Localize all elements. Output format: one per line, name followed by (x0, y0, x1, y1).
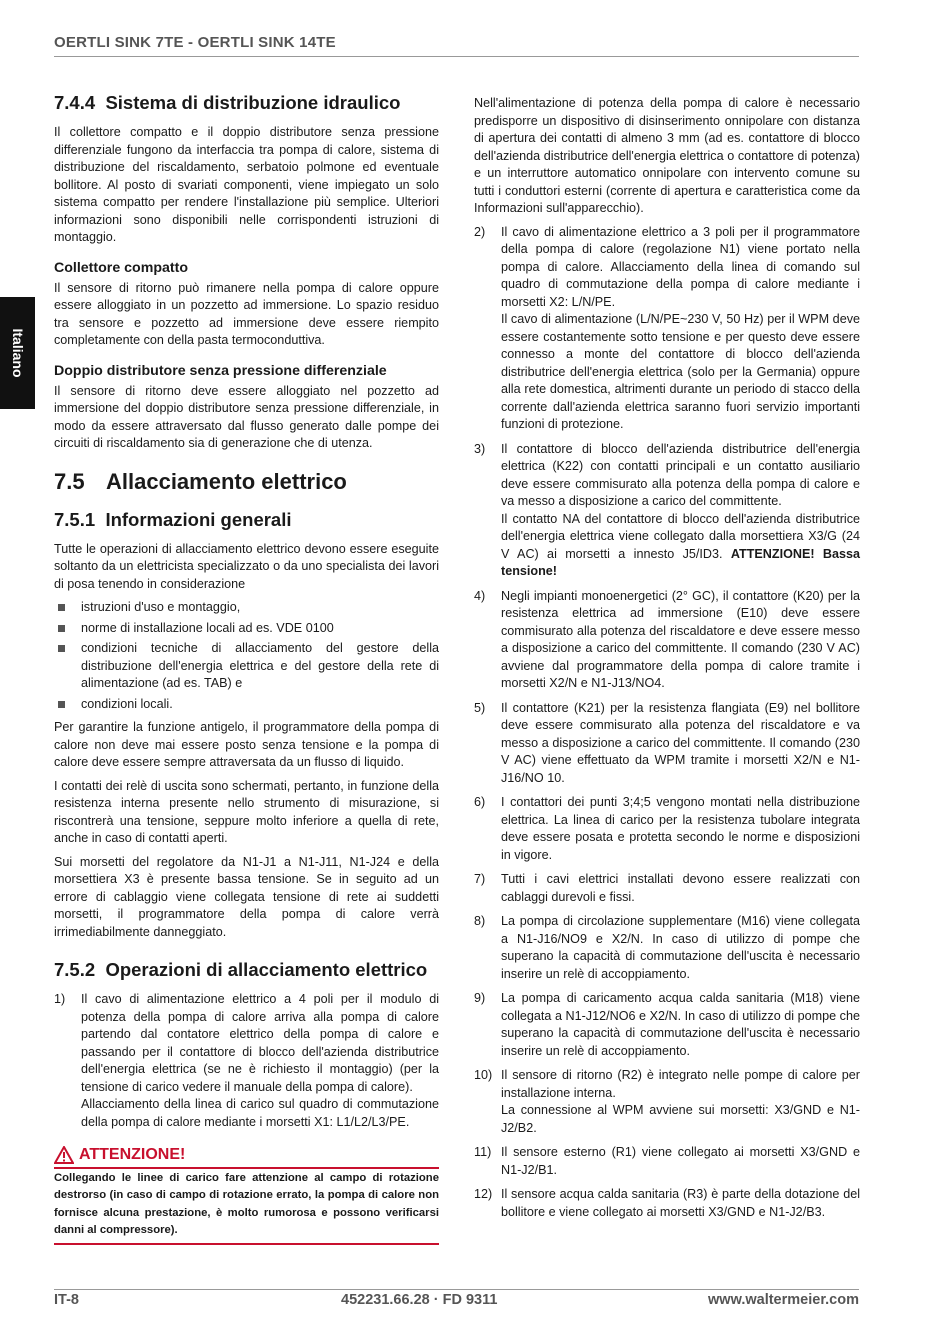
item-text: Il contattore (K21) per la resistenza flangiata (E9) nel bollitore deve essere commisurato alla potenza del riscaldatore e va messo a disposizione a carico del committente. Il comando (230 V AC) viene effettuato da WPM tramite i morsetti X2/N e N1-J16/NO 10. (501, 700, 860, 785)
paragraph: Il collettore compatto e il doppio distributore senza pressione differenziale fungono da interfaccia tra pompa di calore, sistema di distribuzione del riscaldamento, serbatoio polmone ed eventuale bollitore. Al posto di svariati componenti, viene impiegato un solo sistema compatto per rendere l'installazione più semplice. Ulteriori informazioni sono disponibili nelle corrispondenti istruzioni di montaggio. (54, 125, 439, 244)
section-7-5-heading (54, 469, 439, 495)
list-item (474, 913, 860, 983)
item-text: Il cavo di alimentazione elettrico a 4 poli per il modulo di potenza della pompa di calore arriva alla pompa di calore partendo dal contatore elettrico della pompa di calore e passando per il contattore di blocco dell'azienda distributrice dell'energia elettrica (se ne è richiesto il montaggio) (per la tensione di carico vedere il manuale della pompa di calore). (81, 992, 439, 1094)
numbered-list (474, 224, 860, 1222)
list-item (474, 990, 860, 1060)
item-text: Tutti i cavi elettrici installati devono essere realizzati con cablaggi durevoli e fissi. (501, 872, 860, 904)
list-item (474, 1067, 860, 1137)
section-title: Allacciamento elettrico (106, 468, 347, 494)
page-number: IT-8 (54, 1292, 79, 1308)
item-number: 9) (474, 991, 486, 1005)
section-7-5-2-heading (54, 959, 439, 981)
header-rule (54, 56, 859, 57)
right-column (474, 95, 860, 1228)
footer-url[interactable]: www.waltermeier.com (708, 1292, 859, 1308)
item-text: La pompa di caricamento acqua calda sanitaria (M18) viene collegata a N1-J12/NO6 e X2/N. In caso di utilizzo di pompe che superano la capacità di commutazione dell'uscita è necessario inserire un relè di accoppiamento. (501, 991, 860, 1058)
paragraph: Tutte le operazioni di allacciamento elettrico devono essere eseguite soltanto da un elettricista specializzato o da uno specialista dei lavori di posa tenendo in considerazione (54, 541, 439, 591)
bullet-item: condizioni locali. (54, 696, 439, 714)
item-number: 3) (474, 441, 486, 456)
item-text: I contattori dei punti 3;4;5 vengono montati nella distribuzione elettrica. La linea di carico per la resistenza tubolare integrata deve essere posata e protetta secondo le norme e disposizioni in vigore. (501, 795, 860, 862)
bullet-item: istruzioni d'uso e montaggio, (54, 599, 439, 617)
item-text: La connessione al WPM avviene sui morsetti: X3/GND e N1-J2/B2. (501, 1103, 860, 1135)
section-title: Sistema di distribuzione idraulico (105, 92, 401, 113)
item-number: 12) (474, 1187, 493, 1201)
list-item (54, 991, 439, 1131)
language-side-tab (0, 297, 35, 409)
list-item (474, 794, 860, 864)
list-item (474, 1144, 860, 1179)
section-title: Operazioni di allacciamento elettrico (105, 959, 428, 980)
bullet-item: norme di installazione locali ad es. VDE 0100 (54, 620, 439, 638)
subheading-doppio: Doppio distributore senza pressione differenziale (54, 362, 387, 379)
list-item (474, 588, 860, 693)
list-item (474, 224, 860, 434)
paragraph: I contatti dei relè di uscita sono schermati, pertanto, in funzione della resistenza interna presente nello strumento di misurazione, si riscontrerà una tensione, seppure molto inferiore a quella di rete, anche in caso di contatti aperti. (54, 778, 439, 845)
side-tab-label: Italiano (9, 328, 26, 378)
item-text: Il contattore di blocco dell'azienda distributrice dell'energia elettrica (K22) con contatti principali e un contatto ausiliario deve essere commisurato alla potenza della pompa di calore e va messo a disposizione a carico del committente. (501, 441, 860, 508)
low-voltage-warning: ATTENZIONE! Bassa tensione! (501, 546, 861, 578)
section-number: 7.4.4 (54, 92, 96, 113)
item-number: 5) (474, 700, 486, 715)
item-number: 6) (474, 795, 486, 809)
item-text: Il contatto NA del contattore di blocco dell'azienda distributrice dell'energia elettrica viene collegato dalla morsettiera X3/G (24 V AC) ai morsetti a innesto J5/ID3. (501, 511, 860, 561)
section-7-5-1-heading (54, 509, 439, 531)
item-number: 10) (474, 1068, 493, 1082)
item-number: 7) (474, 872, 486, 886)
item-text: Il sensore acqua calda sanitaria (R3) è parte della dotazione del bollitore e viene collegato ai morsetti X3/GND e N1-J2/B3. (501, 1187, 860, 1219)
warning-heading (54, 1145, 439, 1165)
warning-title: ATTENZIONE! (79, 1146, 186, 1163)
item-number: 1) (54, 992, 66, 1006)
item-number: 8) (474, 914, 486, 928)
running-header: OERTLI SINK 7TE - OERTLI SINK 14TE (54, 34, 336, 51)
paragraph: Nell'alimentazione di potenza della pompa di calore è necessario predisporre un dispositivo di disinserimento onnipolare con distanza di apertura dei contatti di almeno 3 mm (ad es. contattore di blocco dell'azienda distributrice dell'energia elettrica o contattore di potenza) e un interruttore automatico onnipolare con intervento comune su tutti i conduttori esterni (corrente di apertura e caratteristica come da Informazioni sull'apparecchio). (474, 96, 860, 215)
item-text: Allacciamento della linea di carico sul quadro di commutazione della pompa di calore mediante i morsetti X1: L1/L2/L3/PE. (81, 1097, 439, 1129)
item-text: Il cavo di alimentazione elettrico a 3 poli per il programmatore della pompa di calore (regolazione N1) viene portato nella pompa di calore. Allacciamento della linea di comando sul quadro di commutazione della pompa di calore mediante i morsetti X2: L/N/PE. (501, 224, 860, 309)
item-number: 11) (474, 1145, 492, 1159)
paragraph: Per garantire la funzione antigelo, il programmatore della pompa di calore non deve mai essere posto senza tensione e la pompa di calore deve essere sempre attraversata da un flusso di liquido. (54, 720, 439, 769)
section-title: Informazioni generali (105, 508, 292, 530)
subheading-collettore: Collettore compatto (54, 259, 188, 276)
section-number: 7.5.1 (54, 508, 96, 530)
warning-bottom-rule (54, 1243, 439, 1245)
list-item (474, 700, 860, 788)
paragraph: Il sensore di ritorno può rimanere nella pompa di calore oppure essere alloggiato in un pozzetto ad immersione. Lo spazio residuo tra sensore e pozzetto ad immersione deve essere riempito completamente con della pasta termoconduttiva. (54, 280, 439, 347)
item-text: La pompa di circolazione supplementare (M16) viene collegata a N1-J16/NO9 e X2/N. In caso di utilizzo di pompe che superano la capacità di commutazione dell'uscita è necessario inserire un relè di accoppiamento. (501, 914, 860, 981)
list-item (474, 1186, 860, 1221)
item-text: Il cavo di alimentazione (L/N/PE~230 V, 50 Hz) per il WPM deve essere costantemente sotto tensione e per questo deve essere connesso a monte del contattore di blocco dell'azienda distributrice dell'energia elettrica (solo per la Germania) oppure alla rete domestica, altrimenti durante un periodo di stacco della corrente dall'azienda elettrica saranno fuori servizio importanti funzioni di protezione. (501, 312, 860, 431)
document-number: 452231.66.28 · FD 9311 (341, 1292, 498, 1308)
paragraph: Sui morsetti del regolatore da N1-J1 a N1-J11, N1-J24 e della morsettiera X3 è presente bassa tensione. Se in seguito ad un errore di cablaggio viene collegata tensione di rete ai suddetti morsetti, il programmatore della pompa di calore verrà irrimediabilmente danneggiato. (54, 854, 439, 939)
warning-text: Collegando le linee di carico fare attenzione al campo di rotazione destrorso (in caso di campo di rotazione errato, la pompa di calore non fornisce alcuna prestazione, è molto rumorosa e possono verificarsi danni al compressore). (54, 1172, 439, 1236)
bullet-list (54, 599, 439, 713)
bullet-item: condizioni tecniche di allacciamento del gestore della distribuzione dell'energia elettrica e del gestore della rete di alimentazione (ad es. TAB) e (54, 640, 439, 693)
item-text: Negli impianti monoenergetici (2° GC), il contattore (K20) per la resistenza elettrica ad immersione (E10) deve essere commisurato alla potenza del riscaldatore e deve essere messo a disposizione a carico del committente. Il comando (230 V AC) avviene dal programmatore della pompa di calore tramite i morsetti X2/N e N1-J13/NO4. (501, 588, 860, 690)
section-7-4-4-heading (54, 92, 439, 114)
section-number: 7.5.2 (54, 959, 96, 980)
item-number: 4) (474, 588, 486, 603)
item-number: 2) (474, 224, 486, 239)
warning-box (54, 1145, 439, 1245)
left-column (54, 92, 439, 1245)
paragraph: Il sensore di ritorno deve essere alloggiato nel pozzetto ad immersione del doppio distributore senza pressione differenziale, in modo da essere attraversato dal flusso generato dalle pompe dei circuiti di riscaldamento sia di generazione che di utenza. (54, 383, 439, 450)
numbered-list (54, 991, 439, 1131)
warning-triangle-icon (54, 1146, 74, 1164)
list-item (474, 871, 860, 906)
section-number: 7.5 (54, 468, 85, 494)
footer-rule (54, 1289, 859, 1290)
item-text: Il sensore esterno (R1) viene collegato ai morsetti X3/GND e N1-J2/B1. (501, 1145, 860, 1177)
item-text: Il sensore di ritorno (R2) è integrato nelle pompe di calore per installazione interna. (501, 1068, 860, 1100)
list-item (474, 441, 860, 581)
